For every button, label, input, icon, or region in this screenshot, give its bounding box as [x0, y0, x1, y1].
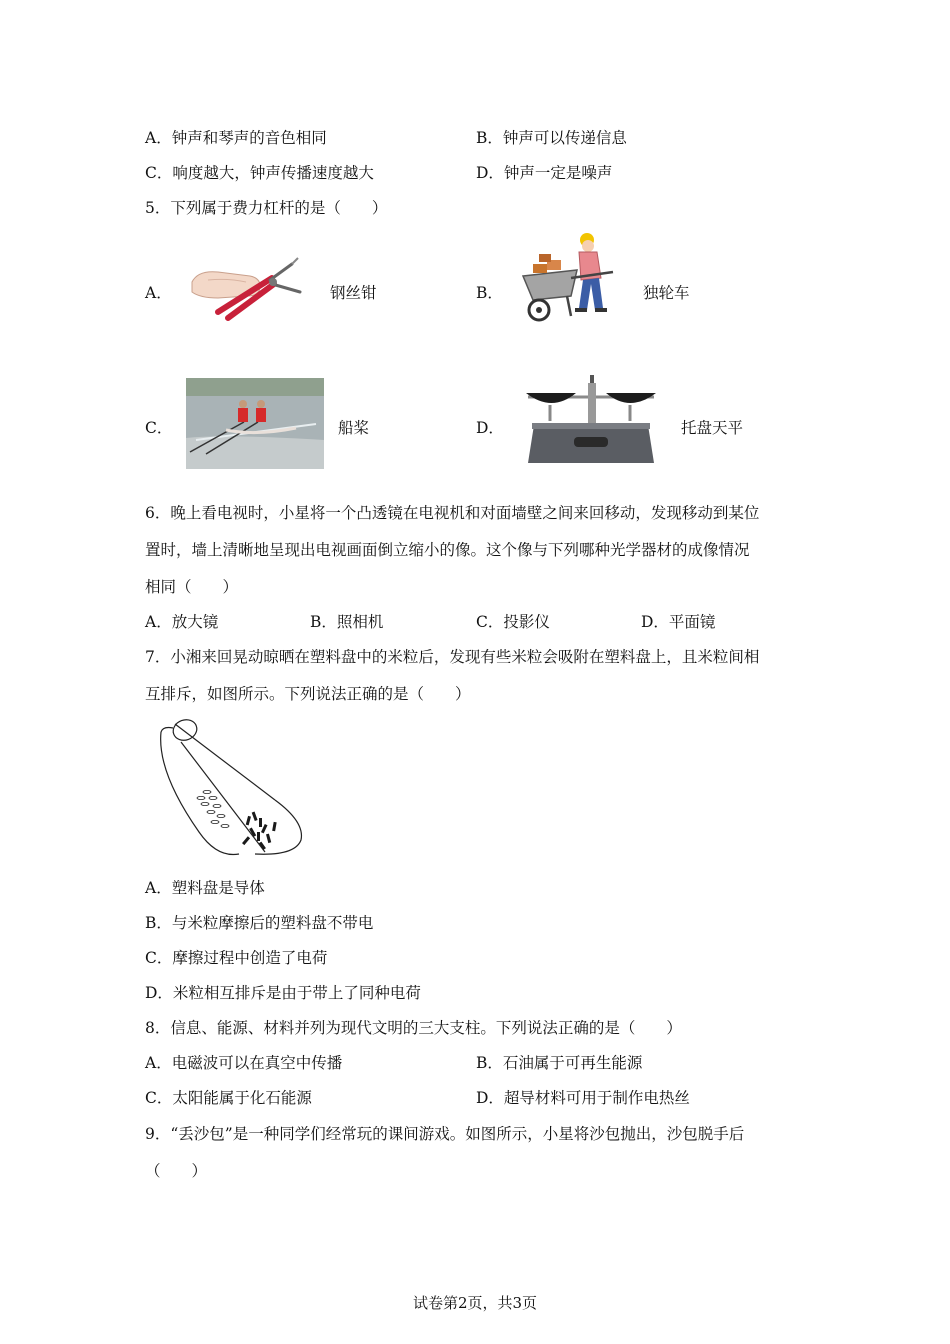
wheelbarrow-icon: [515, 230, 627, 326]
q6-option-c: C．投影仪: [476, 613, 550, 631]
rowing-photo: [186, 378, 324, 469]
q7-option-d: D．米粒相互排斥是由于带上了同种电荷: [145, 984, 421, 1002]
q8-option-b: B．石油属于可再生能源: [476, 1054, 643, 1072]
q6-line-3: 相同（ ）: [145, 578, 239, 596]
q6-option-b: B．照相机: [310, 613, 384, 631]
q9-stem: 9．“丢沙包”是一种同学们经常玩的课间游戏。如图所示，小星将沙包抛出，沙包脱手后: [145, 1125, 745, 1143]
q4-option-c: C．响度越大，钟声传播速度越大: [145, 164, 374, 182]
q6-option-d: D．平面镜: [641, 613, 716, 631]
q6-line-1: 6．晚上看电视时，小星将一个凸透镜在电视机和对面墙壁之间来回移动，发现移动到某位: [145, 504, 760, 522]
q7-option-b: B．与米粒摩擦后的塑料盘不带电: [145, 914, 374, 932]
q5-option-a-label: 钢丝钳: [330, 284, 377, 302]
q5-option-b-letter: B．: [476, 284, 503, 302]
q6-option-a: A．放大镜: [145, 613, 219, 631]
q5-option-c-label: 船桨: [338, 419, 370, 437]
q9-paren: （ ）: [145, 1162, 208, 1180]
q7-option-c: C．摩擦过程中创造了电荷: [145, 949, 328, 967]
q7-line-2: 互排斥，如图所示。下列说法正确的是（ ）: [145, 685, 471, 703]
q8-option-a: A．电磁波可以在真空中传播: [145, 1054, 343, 1072]
q5-option-d-letter: D．: [476, 419, 504, 437]
q7-option-a: A．塑料盘是导体: [145, 879, 265, 897]
balance-scale-icon: [518, 373, 664, 469]
q5-option-d-label: 托盘天平: [681, 419, 744, 437]
q8-option-c: C．太阳能属于化石能源: [145, 1089, 312, 1107]
q5-stem: 5．下列属于费力杠杆的是（ ）: [145, 199, 388, 217]
q5-option-c-letter: C．: [145, 419, 173, 437]
q4-option-d: D．钟声一定是噪声: [476, 164, 613, 182]
q5-option-b-label: 独轮车: [643, 284, 690, 302]
q4-option-a: A．钟声和琴声的音色相同: [145, 129, 327, 147]
pliers-icon: [188, 252, 308, 322]
plastic-tray-rice-figure: [155, 712, 315, 862]
q8-stem: 8．信息、能源、材料并列为现代文明的三大支柱。下列说法正确的是（ ）: [145, 1019, 682, 1037]
q6-line-2: 置时，墙上清晰地呈现出电视画面倒立缩小的像。这个像与下列哪种光学器材的成像情况: [145, 541, 750, 559]
q7-line-1: 7．小湘来回晃动晾晒在塑料盘中的米粒后，发现有些米粒会吸附在塑料盘上，且米粒间相: [145, 648, 760, 666]
q4-option-b: B．钟声可以传递信息: [476, 129, 627, 147]
q5-option-a-letter: A．: [145, 284, 172, 302]
q8-option-d: D．超导材料可用于制作电热丝: [476, 1089, 690, 1107]
page-footer: 试卷第2页，共3页: [412, 1294, 538, 1312]
